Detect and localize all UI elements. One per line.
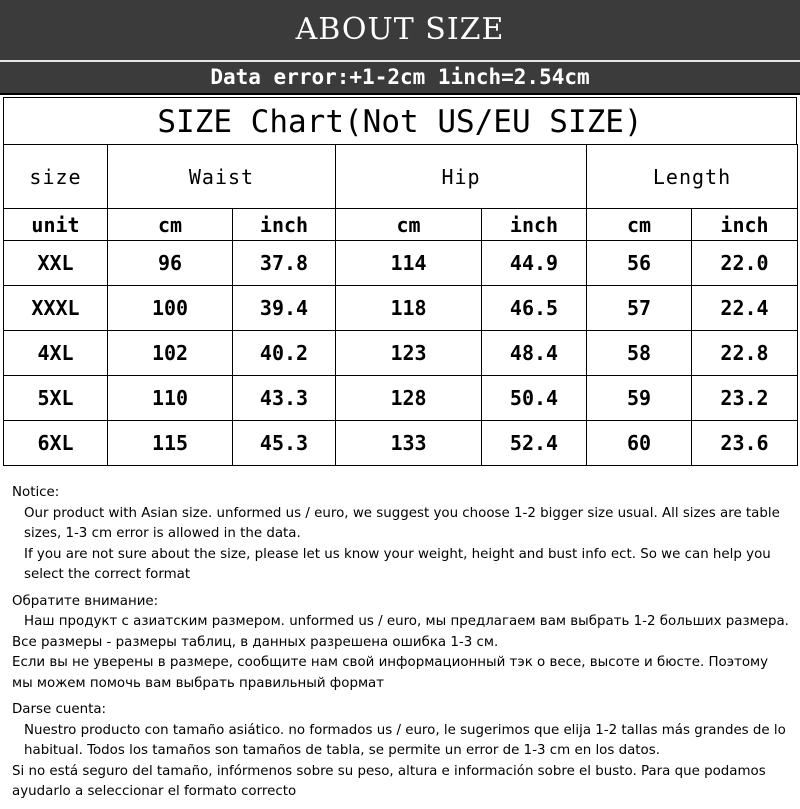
table-cell: 50.4 xyxy=(482,376,587,421)
table-cell: 44.9 xyxy=(482,241,587,286)
table-cell: 45.3 xyxy=(233,421,336,466)
table-cell: 57 xyxy=(587,286,692,331)
size-chart-heading: SIZE Chart(Not US/EU SIZE) xyxy=(3,97,797,145)
table-group-header-row xyxy=(4,145,798,209)
notice-paragraph: If you are not sure about the size, please let us know your weight, height and bust info ect. So we can help you select the correct format xyxy=(24,546,771,582)
unit-cell: cm xyxy=(108,209,233,241)
size-table xyxy=(3,144,798,466)
table-cell: 115 xyxy=(108,421,233,466)
notice-paragraph: Если вы не уверены в размере, сообщите нам свой информационный тэк о весе, высоте и бюсте. Поэтому мы можем помочь вам выбрать правильный формат xyxy=(12,655,769,691)
table-cell: 52.4 xyxy=(482,421,587,466)
table-cell: 110 xyxy=(108,376,233,421)
table-cell: 43.3 xyxy=(233,376,336,421)
table-cell: 22.8 xyxy=(692,331,798,376)
unit-header: unit xyxy=(4,209,108,241)
banner-title: ABOUT SIZE xyxy=(295,11,505,47)
table-cell: 23.6 xyxy=(692,421,798,466)
table-row xyxy=(4,421,798,466)
table-cell: 40.2 xyxy=(233,331,336,376)
table-cell: 22.4 xyxy=(692,286,798,331)
unit-cell: cm xyxy=(336,209,482,241)
table-cell: 100 xyxy=(108,286,233,331)
table-row xyxy=(4,241,798,286)
notice-english xyxy=(12,483,792,586)
notice-paragraph: Nuestro producto con tamaño asiático. no formados us / euro, le sugerimos que elija 1-2 tallas más grandes de lo habitual. Todos los tamaños son tamaños de tabla, se permite un error de 1-3 cm en los datos. xyxy=(24,722,786,758)
group-header-hip: Hip xyxy=(336,145,587,209)
table-cell: 23.2 xyxy=(692,376,798,421)
notice-paragraph: Все размеры - размеры таблиц, в данных разрешена ошибка 1-3 см. xyxy=(12,634,499,650)
notice-heading: Notice: xyxy=(12,485,60,500)
size-label: 6XL xyxy=(4,421,108,466)
table-cell: 39.4 xyxy=(233,286,336,331)
size-label: 4XL xyxy=(4,331,108,376)
table-cell: 128 xyxy=(336,376,482,421)
table-cell: 58 xyxy=(587,331,692,376)
table-cell: 48.4 xyxy=(482,331,587,376)
notice-heading: Обратите внимание: xyxy=(12,593,159,609)
table-cell: 133 xyxy=(336,421,482,466)
table-cell: 118 xyxy=(336,286,482,331)
table-unit-row xyxy=(4,209,798,241)
notice-heading: Darse cuenta: xyxy=(12,702,107,717)
unit-cell: inch xyxy=(482,209,587,241)
table-cell: 37.8 xyxy=(233,241,336,286)
table-row xyxy=(4,331,798,376)
about-size-banner xyxy=(0,0,800,95)
notice-paragraph: Наш продукт с азиатским размером. unformed us / euro, мы предлагаем вам выбрать 1-2 больших размера. xyxy=(24,614,789,629)
notice-paragraph: Our product with Asian size. unformed us / euro, we suggest you choose 1-2 bigger size usual. All sizes are table sizes, 1-3 cm error is allowed in the data. xyxy=(24,505,780,541)
table-cell: 114 xyxy=(336,241,482,286)
table-cell: 60 xyxy=(587,421,692,466)
banner-subtitle: Data error:+1-2cm 1inch=2.54cm xyxy=(210,65,590,89)
table-cell: 22.0 xyxy=(692,241,798,286)
group-header-length: Length xyxy=(587,145,798,209)
notice-russian xyxy=(12,592,792,695)
notice-paragraph: Si no está seguro del tamaño, infórmenos sobre su peso, altura e información sobre el busto. Para que podamos ayudarlo a seleccionar el formato correcto xyxy=(12,763,766,799)
table-row xyxy=(4,286,798,331)
notes-section xyxy=(12,483,792,809)
table-cell: 46.5 xyxy=(482,286,587,331)
table-cell: 59 xyxy=(587,376,692,421)
table-cell: 123 xyxy=(336,331,482,376)
notice-spanish xyxy=(12,700,792,803)
unit-cell: inch xyxy=(692,209,798,241)
size-label: XXL xyxy=(4,241,108,286)
unit-cell: inch xyxy=(233,209,336,241)
group-header-waist: Waist xyxy=(108,145,336,209)
unit-cell: cm xyxy=(587,209,692,241)
table-cell: 96 xyxy=(108,241,233,286)
size-label: XXXL xyxy=(4,286,108,331)
table-row xyxy=(4,376,798,421)
table-cell: 102 xyxy=(108,331,233,376)
size-header: size xyxy=(4,145,108,209)
size-label: 5XL xyxy=(4,376,108,421)
table-cell: 56 xyxy=(587,241,692,286)
